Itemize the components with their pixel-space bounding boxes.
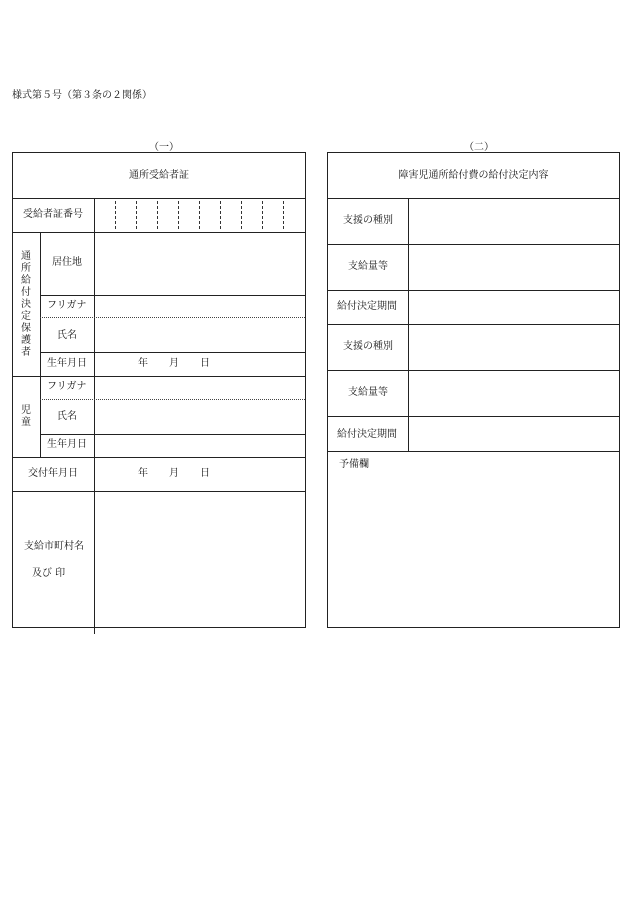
form-number-label: 様式第５号（第３条の２関係） <box>12 90 152 101</box>
benefit-decision-sheet <box>327 152 620 628</box>
guardian-birth-year-unit: 年 <box>138 358 148 369</box>
issue-date-label: 交付年月日 <box>28 468 78 479</box>
issue-month-unit: 月 <box>169 468 179 479</box>
right-column-label: （二） <box>464 142 494 153</box>
digit-separator <box>157 201 158 229</box>
benefit-decision-title: 障害児通所給付費の給付決定内容 <box>398 170 549 181</box>
divider <box>40 352 305 353</box>
supply-amount-label-2: 支給量等 <box>348 387 388 398</box>
divider <box>328 244 619 245</box>
decision-period-label-1: 給付決定期間 <box>337 301 397 312</box>
dotted-divider <box>40 317 305 318</box>
divider <box>328 324 619 325</box>
guardian-group-label: 通所給付決定保護者 <box>21 251 31 358</box>
guardian-name-label: 氏名 <box>57 330 77 341</box>
digit-separator <box>115 201 116 229</box>
child-birthdate-label: 生年月日 <box>47 439 87 450</box>
divider <box>13 491 305 492</box>
group-column-divider <box>40 376 41 457</box>
digit-separator <box>283 201 284 229</box>
divider <box>40 434 305 435</box>
guardian-address-label: 居住地 <box>52 257 82 268</box>
divider <box>328 290 619 291</box>
digit-separator <box>241 201 242 229</box>
divider <box>13 198 305 199</box>
recipient-certificate-title: 通所受給者証 <box>129 170 189 181</box>
guardian-birth-month-unit: 月 <box>169 358 179 369</box>
divider <box>13 376 305 377</box>
digit-separator <box>262 201 263 229</box>
divider <box>13 232 305 233</box>
guardian-birthdate-label: 生年月日 <box>47 358 87 369</box>
seal-label: 及び 印 <box>32 568 66 579</box>
guardian-furigana-label: フリガナ <box>47 300 87 311</box>
supply-amount-label-1: 支給量等 <box>348 261 388 272</box>
support-type-label-2: 支援の種別 <box>343 341 393 352</box>
support-type-label-1: 支援の種別 <box>343 215 393 226</box>
child-furigana-label: フリガナ <box>47 381 87 392</box>
divider <box>328 198 619 199</box>
digit-separator <box>220 201 221 229</box>
digit-separator <box>178 201 179 229</box>
divider <box>328 451 619 452</box>
issue-day-unit: 日 <box>200 468 210 479</box>
left-column-label: （一） <box>149 142 179 153</box>
divider <box>40 295 305 296</box>
dotted-divider <box>40 399 305 400</box>
guardian-birth-day-unit: 日 <box>200 358 210 369</box>
decision-period-label-2: 給付決定期間 <box>337 429 397 440</box>
label-column-divider <box>408 198 409 452</box>
child-name-label: 氏名 <box>57 411 77 422</box>
digit-separator <box>136 201 137 229</box>
divider <box>13 457 305 458</box>
recipient-number-label: 受給者証番号 <box>23 209 83 220</box>
issue-year-unit: 年 <box>138 468 148 479</box>
divider <box>328 370 619 371</box>
municipality-label: 支給市町村名 <box>24 541 84 552</box>
group-column-divider <box>40 232 41 377</box>
divider <box>328 416 619 417</box>
label-column-divider <box>94 198 95 634</box>
remarks-label: 予備欄 <box>339 459 369 470</box>
digit-separator <box>199 201 200 229</box>
recipient-certificate-sheet <box>12 152 306 628</box>
child-group-label: 児童 <box>21 405 31 428</box>
